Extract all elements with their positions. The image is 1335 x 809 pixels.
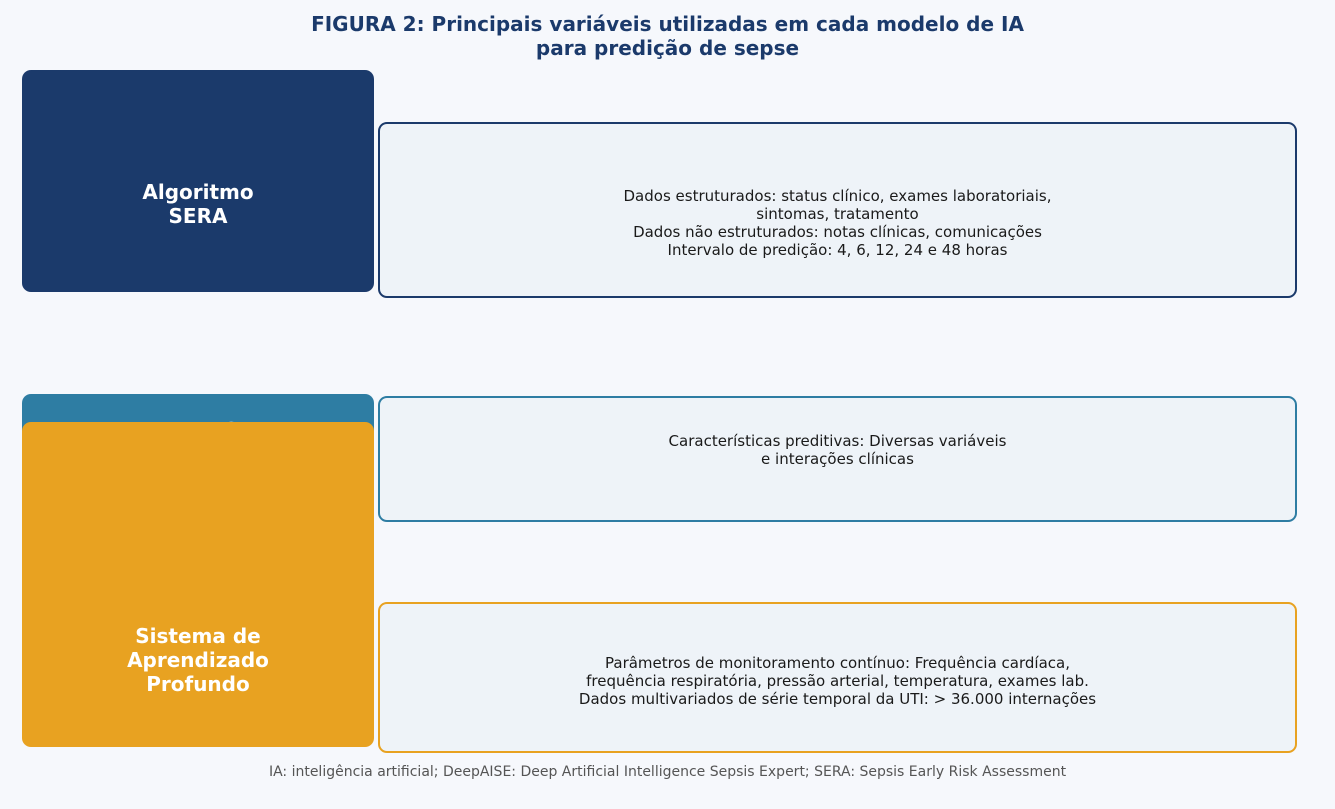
description-line: sintomas, tratamento xyxy=(756,205,919,223)
description-line: frequência respiratória, pressão arterial, temperatura, exames lab. xyxy=(586,671,1089,690)
figure-title xyxy=(0,12,1335,60)
model-description-deepaise xyxy=(378,396,1297,522)
description-line: Intervalo de predição: 4, 6, 12, 24 e 48 horas xyxy=(667,241,1008,259)
model-name-line: Profundo xyxy=(146,671,250,696)
description-line: Dados estruturados: status clínico, exames laboratoriais, xyxy=(623,187,1052,205)
description-line: Características preditivas: Diversas variáveis xyxy=(668,432,1007,450)
figure-title-line-1: FIGURA 2: Principais variáveis utilizadas em cada modelo de IA xyxy=(311,12,1024,36)
description-line: e interações clínicas xyxy=(761,450,914,468)
figure-title-line-2: para predição de sepse xyxy=(535,36,800,60)
description-line: Dados não estruturados: notas clínicas, comunicações xyxy=(633,223,1042,241)
description-line: Dados multivariados de série temporal da UTI: > 36.000 internações xyxy=(578,689,1097,708)
figure-footnote: IA: inteligência artificial; DeepAISE: Deep Artificial Intelligence Sepsis Expert; SERA: Sepsis Early Risk Assessment xyxy=(268,764,1067,780)
model-name-line: Algoritmo xyxy=(142,180,254,204)
description-line: Parâmetros de monitoramento contínuo: Frequência cardíaca, xyxy=(605,653,1070,672)
model-description-sera xyxy=(378,122,1297,298)
model-name-line: SERA xyxy=(168,204,228,228)
model-description-deep-learning-system xyxy=(378,602,1297,753)
model-label-sera xyxy=(22,70,374,292)
model-name-line: Aprendizado xyxy=(127,647,269,672)
model-name-line: Sistema de xyxy=(135,623,261,648)
model-label-deep-learning-system xyxy=(22,422,374,747)
